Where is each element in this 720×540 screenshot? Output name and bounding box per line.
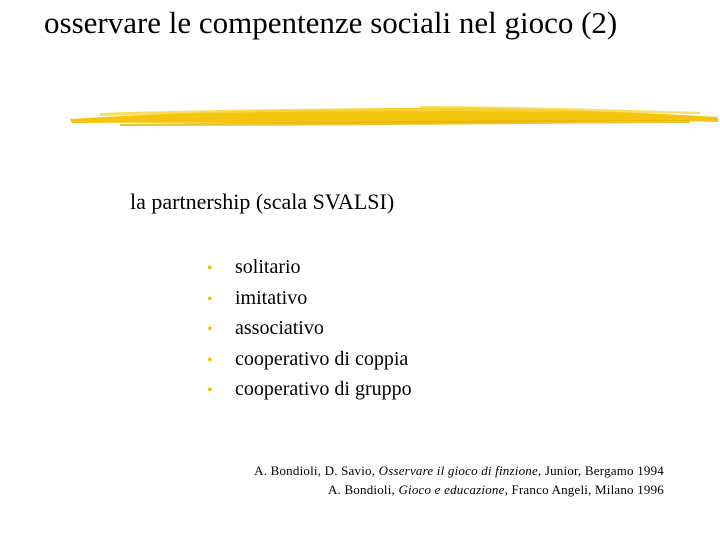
reference-line xyxy=(254,461,664,480)
reference-publisher: , Junior, Bergamo 1994 xyxy=(537,463,664,478)
list-item xyxy=(207,345,412,376)
reference-work-title: Gioco e educazione xyxy=(398,482,505,497)
bullet-icon: • xyxy=(207,321,213,338)
bullet-icon: • xyxy=(207,351,213,369)
brush-stroke-divider xyxy=(0,98,720,134)
list-item xyxy=(207,253,412,284)
subtitle: la partnership (scala SVALSI) xyxy=(130,189,395,214)
list-item xyxy=(207,284,412,315)
reference-work-title: Osservare il gioco di finzione xyxy=(378,463,538,478)
references xyxy=(254,461,664,499)
list-item-label: cooperativo di coppia xyxy=(235,347,409,370)
bullet-list xyxy=(207,253,412,406)
slide-title: osservare le compentenze sociali nel gioco (2) xyxy=(44,5,618,40)
bullet-icon: • xyxy=(207,382,213,399)
bullet-icon: • xyxy=(207,290,213,308)
bullet-icon: • xyxy=(207,260,213,277)
list-item-label: cooperativo di gruppo xyxy=(235,378,412,400)
reference-line xyxy=(254,480,664,499)
list-item-label: solitario xyxy=(235,256,301,278)
reference-authors: A. Bondioli, D. Savio, xyxy=(254,463,379,478)
reference-publisher: , Franco Angeli, Milano 1996 xyxy=(504,482,664,497)
list-item-label: associativo xyxy=(235,317,324,339)
list-item xyxy=(207,314,412,345)
reference-authors: A. Bondioli, xyxy=(327,482,399,497)
list-item xyxy=(207,375,412,406)
list-item-label: imitativo xyxy=(235,286,308,309)
